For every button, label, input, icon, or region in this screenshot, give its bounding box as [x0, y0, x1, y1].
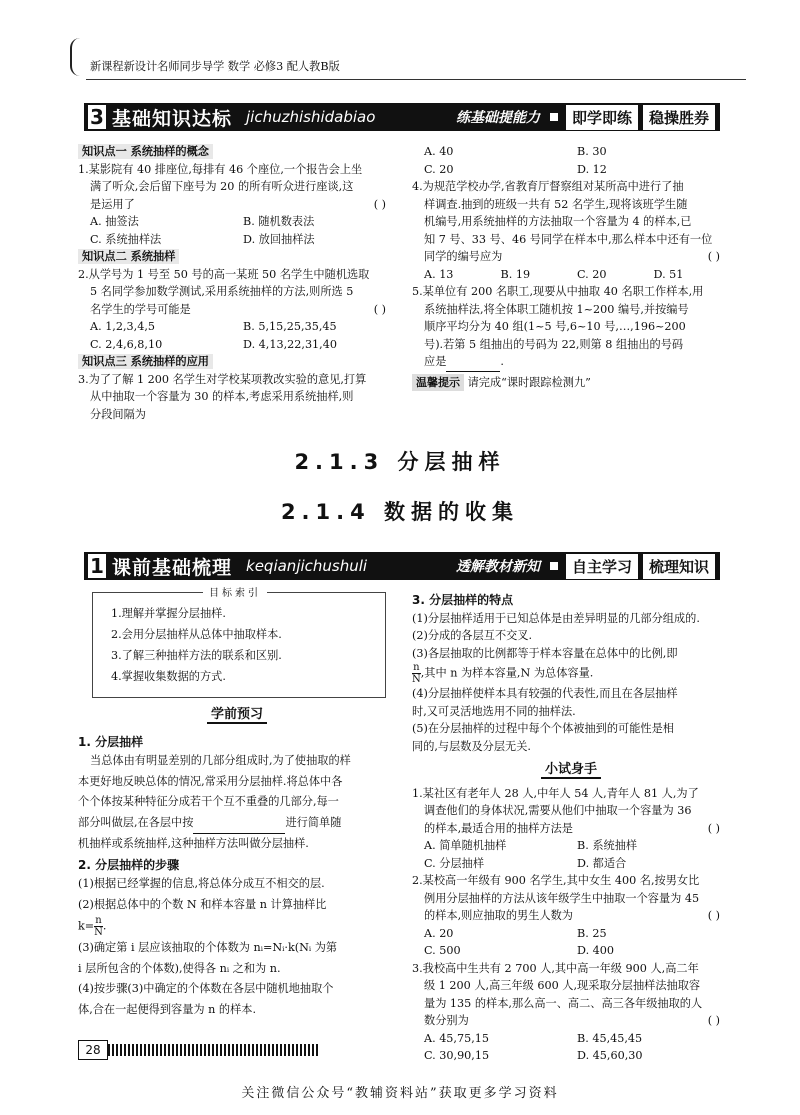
text-line: 4.为规范学校办学,省教育厅督察组对某所高中进行了抽: [412, 180, 684, 193]
left-column-exercises: [78, 143, 396, 423]
option-c: C. 20: [424, 162, 454, 176]
step-2: (2)根据总体中的个数 N 和样本容量 n 计算抽样比: [78, 897, 327, 911]
text-line: 5.某单位有 200 名职工,现要从中抽取 40 名职工作样本,用: [412, 285, 704, 298]
features-and-trial: [412, 592, 730, 1065]
formula-k: k=: [78, 919, 95, 933]
text-line: 机编号,用系统抽样的方法抽取一个容量为 4 的样本,已: [424, 215, 692, 228]
option-c: C. 30,90,15: [424, 1049, 490, 1062]
text-line: 调查他们的身体状况,需要从他们中抽取一个容量为 36: [424, 804, 692, 817]
square-icon: [550, 113, 558, 121]
option-a: A. 13: [424, 267, 454, 281]
step-3: (3)确定第 i 层应该抽取的个体数为 nᵢ=Nᵢ·k(Nᵢ 为第: [78, 941, 338, 954]
text-line: 是运用了: [90, 197, 135, 211]
option-d: D. 放回抽样法: [243, 232, 315, 246]
option-d: D. 都适合: [577, 856, 627, 870]
reminder-tag: 温馨提示: [412, 374, 464, 392]
option-b: B. 系统抽样: [577, 839, 638, 852]
option-b: B. 45,45,45: [577, 1031, 643, 1045]
text-line: 的样本,最适合用的抽样方法是: [424, 821, 573, 835]
text-line: 例用分层抽样的方法从该年级学生中抽取一个容量为 45: [424, 891, 700, 905]
band-number: 1: [88, 554, 106, 578]
text-line: 样调查.抽到的班级一共有 52 名学生,现将该班学生随: [424, 197, 688, 211]
numerator: n: [95, 915, 102, 926]
answer-paren: ( ): [707, 821, 720, 835]
right-column-exercises: [412, 143, 730, 391]
option-a: A. 20: [424, 926, 454, 940]
trial-question-1: [412, 785, 730, 873]
option-c: C. 分层抽样: [424, 856, 485, 870]
option-d: D. 51: [653, 267, 684, 281]
text-line: 2.某校高一年级有 900 名学生,其中女生 400 名,按男女比: [412, 874, 700, 887]
option-c: C. 500: [424, 944, 461, 957]
band-pinyin: keqianjichushuli: [246, 557, 368, 575]
text-line: 量为 135 的样本,那么高一、高二、高三各年级抽取的人: [424, 996, 703, 1010]
band-slogan: 练基础提能力: [455, 110, 540, 126]
text-line: 个个体按某种特征分成若干个互不重叠的几部分,每一: [78, 795, 339, 808]
option-b: B. 19: [500, 267, 531, 281]
text-line: 本更好地反映总体的情况,常采用分层抽样.将总体中各: [78, 774, 343, 788]
knowledge-point-1: 知识点一 系统抽样的概念: [78, 144, 213, 159]
fill-blank: [193, 813, 285, 835]
question-4: [412, 178, 730, 283]
text-line: 顺序平均分为 40 组(1~5 号,6~10 号,…,196~200: [424, 320, 686, 333]
step-4: (4)按步骤(3)中确定的个体数在各层中随机地抽取个: [78, 982, 334, 995]
fraction: [412, 662, 421, 685]
feature-3-formula: [412, 662, 730, 685]
option-a: A. 1,2,3,4,5: [90, 320, 156, 333]
trial-tag: 小试身手: [541, 762, 601, 779]
goal-item: 4.掌握收集数据的方式.: [111, 670, 226, 683]
option-b: B. 30: [577, 145, 607, 158]
footer-note: 关注微信公众号“教辅资料站”获取更多学习资料: [241, 1086, 559, 1101]
text-line: 数分别为: [424, 1014, 469, 1027]
option-c: C. 20: [577, 267, 607, 281]
goal-item: 3.了解三种抽样方法的联系和区别.: [111, 649, 282, 662]
text-line: 同学的编号应为: [424, 250, 503, 263]
band-number: 3: [88, 105, 106, 129]
denominator: N: [94, 927, 103, 938]
text-line: 级 1 200 人,高三年级 600 人,现采取分层抽样法抽取容: [424, 979, 701, 992]
goal-item: 1.理解并掌握分层抽样.: [111, 607, 226, 620]
text-line: 同的,与层数及分层无关.: [412, 739, 531, 753]
text-line: 系统抽样法,将全体职工随机按 1~200 编号,并按编号: [424, 302, 689, 316]
option-b: B. 25: [577, 926, 607, 940]
page-number: 28: [78, 1040, 108, 1060]
text-line: 号).若第 5 组抽出的号码为 22,则第 8 组抽出的号码: [424, 337, 684, 351]
text-line: i 层所包含的个体数),使得各 nᵢ 之和为 n.: [78, 961, 281, 975]
question-3: [78, 371, 396, 424]
fraction: [94, 915, 103, 938]
text-line: 当总体由有明显差别的几部分组成时,为了使抽取的样: [90, 754, 351, 767]
option-a: A. 40: [424, 145, 454, 158]
option-d: D. 4,13,22,31,40: [243, 337, 337, 351]
knowledge-point-2: 知识点二 系统抽样: [78, 249, 179, 264]
text-line: 3.我校高中生共有 2 700 人,其中高一年级 900 人,高二年: [412, 961, 699, 975]
option-a: A. 简单随机抽样: [424, 839, 507, 852]
band-box-master: 稳操胜券: [643, 105, 715, 130]
trial-question-3: [412, 960, 730, 1065]
heading-stratified: 1. 分层抽样: [78, 734, 144, 749]
band-title: 基础知识达标: [112, 107, 233, 130]
text-line: 5 名同学参加数学测试,采用系统抽样的方法,则所选 5: [90, 285, 354, 298]
preview-tag: 学前预习: [207, 707, 267, 724]
text-line: 名学生的学号可能是: [90, 302, 191, 316]
option-d: D. 45,60,30: [577, 1049, 643, 1062]
question-3-options: [412, 143, 730, 178]
reminder-text: 请完成“课时跟踪检测九”: [467, 375, 591, 389]
dotted-rule-decoration: [108, 1044, 320, 1056]
option-c: C. 2,4,6,8,10: [90, 337, 163, 351]
text-line: 部分叫做层,在各层中按: [78, 815, 194, 829]
heading-features: 3. 分层抽样的特点: [412, 593, 514, 607]
text-line: 从中抽取一个容量为 30 的样本,考虑采用系统抽样,则: [90, 390, 354, 403]
band-box-practice: 即学即练: [566, 105, 638, 130]
trial-question-2: [412, 872, 730, 960]
band-pinyin: jichuzhishidabiao: [246, 108, 376, 126]
answer-paren: ( ): [373, 197, 386, 211]
header-rule: [86, 79, 746, 80]
answer-blank: [446, 353, 500, 372]
section-band-pre-class: [84, 552, 720, 580]
square-icon: [550, 562, 558, 570]
text-line: 满了听众,会后留下座号为 20 的所有听众进行座谈,这: [90, 180, 354, 193]
step-1: (1)根据已经掌握的信息,将总体分成互不相交的层.: [78, 877, 325, 890]
question-5: 5.某单位有 200 名职工,现要从中抽取 40 名职工作样本,用 系统抽样法,将全体职工随机按 1~200 编号,并按编号 顺序平均分为 40 组(1~5 号,6~10 号,…,196~200 号).若第 5 组抽出的号码为 22,则第 8 组抽出的号码 应是 .: [412, 283, 730, 372]
lesson-title-stratified-sampling: 2.1.3 分层抽样: [294, 450, 506, 474]
running-header: 新课程新设计名师同步导学 数学 必修3 配人教B版: [90, 60, 340, 73]
denominator: N: [412, 674, 421, 685]
answer-paren: ( ): [707, 250, 720, 263]
text-line: 机抽样或系统抽样,这种抽样方法叫做分层抽样.: [78, 837, 309, 850]
feature-3: (3)各层抽取的比例都等于样本容量在总体中的比例,即: [412, 646, 678, 660]
option-d: D. 12: [577, 162, 607, 176]
option-c: C. 系统抽样法: [90, 232, 162, 246]
knowledge-point-3: 知识点三 系统抽样的应用: [78, 354, 213, 369]
text-line: 体,合在一起便得到容量为 n 的样本.: [78, 1002, 257, 1016]
text-line: 2.从学号为 1 号至 50 号的高一某班 50 名学生中随机选取: [78, 267, 370, 281]
text-line: 分段间隔为: [90, 407, 146, 421]
text-line: 知 7 号、33 号、46 号同学在样本中,那么样本中还有一位: [424, 232, 713, 246]
question-2: [78, 266, 396, 354]
goal-item: 2.会用分层抽样从总体中抽取样本.: [111, 628, 282, 641]
numerator: n: [413, 662, 420, 673]
text-line: 3.为了了解 1 200 名学生对学校某项教改实验的意见,打算: [78, 372, 367, 386]
band-box-sort-knowledge: 梳理知识: [643, 554, 715, 579]
answer-paren: ( ): [373, 302, 386, 316]
heading-steps: 2. 分层抽样的步骤: [78, 857, 180, 872]
text-line: 1.某影院有 40 排座位,每排有 46 个座位,一个报告会上坐: [78, 162, 363, 176]
ratio-formula: [78, 915, 396, 938]
text-line: 时,又可灵活地选用不同的抽样法.: [412, 704, 576, 718]
option-a: A. 45,75,15: [424, 1031, 490, 1045]
option-d: D. 400: [577, 944, 615, 957]
feature-2: (2)分成的各层互不交叉.: [412, 629, 533, 642]
option-b: B. 随机数表法: [243, 215, 315, 228]
option-a: A. 抽签法: [90, 215, 139, 228]
lesson-title-data-collection: 2.1.4 数据的收集: [280, 500, 520, 524]
text-line: 进行简单随: [285, 815, 342, 829]
goals-caption: 目标索引: [203, 585, 267, 603]
option-b: B. 5,15,25,35,45: [243, 320, 337, 333]
band-title: 课前基础梳理: [112, 556, 233, 579]
period: .: [102, 919, 107, 933]
preview-section: [78, 706, 396, 1020]
feature-4: (4)分层抽样使样本具有较强的代表性,而且在各层抽样: [412, 687, 678, 700]
feature-5: (5)在分层抽样的过程中每个个体被抽到的可能性是相: [412, 722, 674, 735]
band-box-self-study: 自主学习: [566, 554, 638, 579]
question-1: [78, 161, 396, 249]
text-line: 应是: [424, 355, 447, 368]
band-slogan: 透解教材新知: [455, 559, 540, 575]
answer-paren: ( ): [707, 909, 720, 922]
text-line: ,其中 n 为样本容量,N 为总体容量.: [420, 666, 594, 680]
text-line: 的样本,则应抽取的男生人数为: [424, 909, 573, 922]
header-curl-decoration: [70, 38, 82, 76]
feature-1: (1)分层抽样适用于已知总体是由差异明显的几部分组成的.: [412, 611, 700, 625]
text-line: 1.某社区有老年人 28 人,中年人 54 人,青年人 81 人,为了: [412, 786, 699, 800]
learning-goals-box: [92, 588, 386, 698]
section-band-basic-knowledge: [84, 103, 720, 131]
answer-paren: ( ): [707, 1014, 720, 1027]
